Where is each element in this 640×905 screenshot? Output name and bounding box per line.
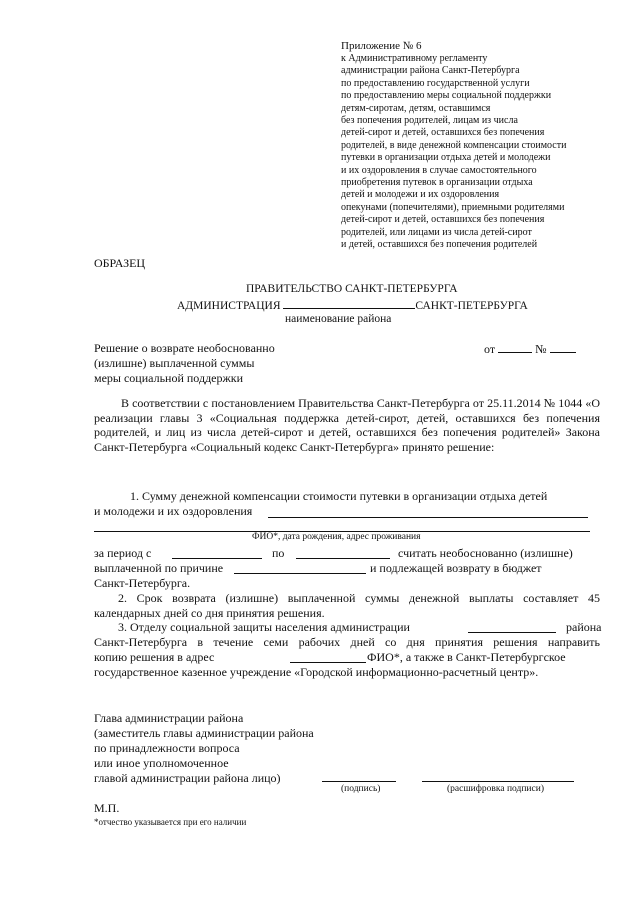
- item3-line4: государственное казенное учреждение «Городской информационно-расчетный центр».: [94, 665, 539, 679]
- signatory-line: или иное уполномоченное: [94, 756, 229, 770]
- recipient-blank-1: [268, 517, 588, 518]
- period-to-blank: [296, 558, 390, 559]
- annex-line: детям-сиротам, детям, оставшимся: [341, 102, 491, 114]
- government-title: ПРАВИТЕЛЬСТВО САНКТ-ПЕТЕРБУРГА: [246, 283, 458, 295]
- signatory-line: по принадлежности вопроса: [94, 741, 240, 755]
- annex-line: без попечения родителей, лицам из числа: [341, 115, 518, 127]
- annex-line: к Административному регламенту: [341, 53, 488, 64]
- item3-line3-fio: ФИО*, а также в Санкт-Петербургское: [367, 650, 566, 664]
- date-number-line: [484, 341, 576, 357]
- sample-label: ОБРАЗЕЦ: [94, 256, 146, 270]
- item2-paragraph: 2. Срок возврата (излишне) выплаченной суммы денежной выплаты составляет 45 календарных дней со дня принятия решения.: [94, 591, 600, 620]
- annex-line: администрации района Санкт-Петербурга: [341, 65, 520, 77]
- from-label: от: [484, 342, 496, 356]
- reason-blank: [234, 573, 366, 574]
- annex-line: родителей, или лицами из числа детей-сирот: [341, 226, 532, 238]
- period-rest: считать необоснованно (излишне): [398, 546, 573, 560]
- item3-line1: 3. Отделу социальной защиты населения администрации: [118, 620, 410, 634]
- item3-line2: Санкт-Петербурга в течение семи рабочих дней со дня принятия решения направить: [94, 635, 600, 649]
- decode-blank: [422, 781, 574, 782]
- annex-line: путевки в организации отдыха детей и молодежи: [341, 152, 551, 164]
- item1-line2: и молодежи и их оздоровления: [94, 504, 253, 518]
- annex-line: детей-сирот и детей, оставшихся без попечения: [341, 127, 545, 139]
- city-line: Санкт-Петербурга.: [94, 576, 191, 590]
- item3-line3-start: копию решения в адрес: [94, 650, 215, 664]
- paid-rest: и подлежащей возврату в бюджет: [370, 561, 542, 575]
- period-from-blank: [172, 558, 262, 559]
- decision-title-line: (излишне) выплаченной суммы: [94, 356, 255, 370]
- annex-line: и детей, оставшихся без попечения родителей: [341, 239, 538, 251]
- fio-caption: ФИО*, дата рождения, адрес проживания: [252, 532, 421, 542]
- paid-reason-label: выплаченной по причине: [94, 561, 224, 575]
- signature-blank: [322, 781, 396, 782]
- period-label: за период с: [94, 546, 152, 560]
- annex-line: по предоставлению государственной услуги: [341, 77, 530, 89]
- signatory-line: главой администрации района лицо): [94, 771, 281, 785]
- sign-caption: (подпись): [341, 784, 381, 794]
- admin-prefix: АДМИНИСТРАЦИЯ: [177, 300, 281, 312]
- decision-title-line: меры социальной поддержки: [94, 371, 244, 385]
- annex-line: по предоставлению меры социальной поддержки: [341, 90, 552, 102]
- annex-line: детей и молодежи и их оздоровления: [341, 189, 500, 201]
- annex-line: родителей, в виде денежной компенсации стоимости: [341, 139, 567, 151]
- stamp-label: М.П.: [94, 801, 120, 815]
- decision-title-line: Решение о возврате необоснованно: [94, 341, 275, 355]
- item3-line1-end: района: [566, 620, 602, 634]
- annex-line: опекунами (попечителями), приемными родителями: [341, 201, 565, 213]
- decode-caption: (расшифровка подписи): [447, 784, 544, 794]
- address-blank: [290, 662, 366, 663]
- annex-line: приобретения путевок в организации отдыха: [341, 177, 533, 189]
- number-blank: [550, 341, 576, 353]
- date-blank: [498, 341, 532, 353]
- signatory-line: (заместитель главы администрации района: [94, 726, 314, 740]
- signatory-line: Глава администрации района: [94, 711, 244, 725]
- item1-line1: 1. Сумму денежной компенсации стоимости путевки в организации отдыха детей: [130, 489, 548, 503]
- footnote: *отчество указывается при его наличии: [94, 817, 247, 827]
- number-label: №: [535, 342, 547, 356]
- district-caption: наименование района: [285, 313, 392, 325]
- annex-line: детей-сирот и детей, оставшихся без попечения: [341, 214, 545, 226]
- admin-suffix: САНКТ-ПЕТЕРБУРГА: [415, 300, 528, 312]
- annex-block: [341, 40, 631, 252]
- district-blank-2: [468, 632, 556, 633]
- administration-line: [177, 297, 528, 313]
- period-to-label: по: [272, 546, 285, 560]
- annex-line: и их оздоровления в случае самостоятельного: [341, 164, 537, 176]
- annex-line: Приложение № 6: [341, 40, 422, 52]
- intro-paragraph: В соответствии с постановлением Правительства Санкт-Петербурга от 25.11.2014 № 1044 «О реализации главы 3 «Социальная поддержка детей-сирот, детей, оставшихся без попечения родителей, и лиц из числа детей-сирот и детей, оставшихся без попечения родителей» Закона Санкт-Петербурга «Социальный кодекс Санкт-Петербурга» принято решение:: [94, 396, 600, 454]
- district-blank: [283, 297, 415, 309]
